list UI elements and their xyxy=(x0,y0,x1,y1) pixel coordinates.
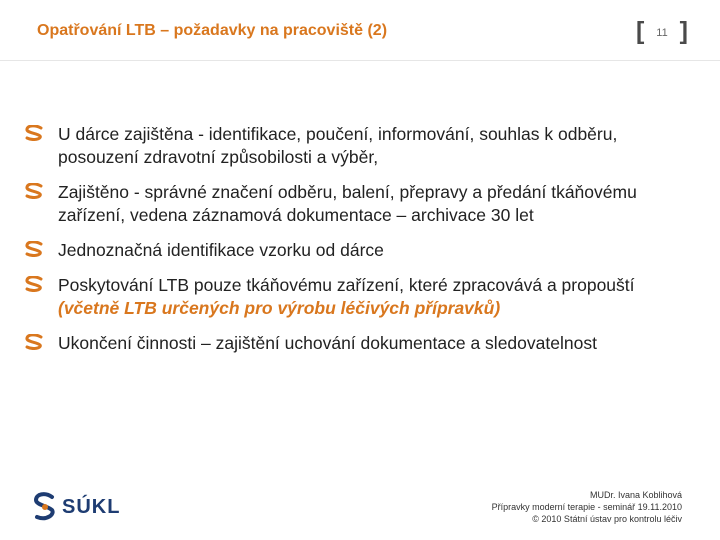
logo-text: SÚKL xyxy=(62,496,121,518)
swoosh-bullet-icon xyxy=(24,241,44,257)
header-divider xyxy=(0,60,720,61)
footer-event: Přípravky moderní terapie - seminář 19.11.2010 xyxy=(491,502,682,512)
sukl-logo xyxy=(32,491,142,523)
swoosh-bullet-icon xyxy=(24,334,44,350)
swoosh-bullet-icon xyxy=(24,125,44,141)
footer-copyright: © 2010 Státní ústav pro kontrolu léčiv xyxy=(532,514,682,524)
left-bracket-icon: [ xyxy=(636,17,645,45)
bullet-text: Ukončení činnosti – zajištění uchování dokumentace a sledovatelnost xyxy=(58,333,597,353)
bullet-item-5 xyxy=(24,332,700,355)
bullet-item-1 xyxy=(24,123,700,169)
footer-author: MUDr. Ivana Koblihová xyxy=(589,490,682,500)
bullet-emphasis: (včetně LTB určených pro výrobu léčivých přípravků) xyxy=(58,298,501,318)
bullet-text: Zajištěno - správné značení odběru, balení, přepravy a předání tkáňovému zařízení, vedena záznamová dokumentace – archivace 30 let xyxy=(58,182,637,225)
swoosh-bullet-icon xyxy=(24,276,44,292)
bullet-item-2 xyxy=(24,181,700,227)
page-number-box xyxy=(636,17,688,46)
right-bracket-icon: ] xyxy=(679,17,688,45)
footer-info xyxy=(492,489,682,525)
slide-title: Opatřování LTB – požadavky na pracoviště (2) xyxy=(37,22,388,39)
page-number: 11 xyxy=(656,27,668,39)
bullet-item-3 xyxy=(24,239,700,262)
bullet-list xyxy=(24,123,700,355)
sukl-logo-icon xyxy=(32,491,58,523)
bullet-text: U dárce zajištěna - identifikace, poučení, informování, souhlas k odběru, posouzení zdravotní způsobilosti a výběr, xyxy=(58,124,618,167)
swoosh-bullet-icon xyxy=(24,183,44,199)
bullet-item-4 xyxy=(24,274,700,320)
bullet-text: Poskytování LTB pouze tkáňovému zařízení, které zpracovává a propouští xyxy=(58,275,635,295)
bullet-text: Jednoznačná identifikace vzorku od dárce xyxy=(58,240,384,260)
